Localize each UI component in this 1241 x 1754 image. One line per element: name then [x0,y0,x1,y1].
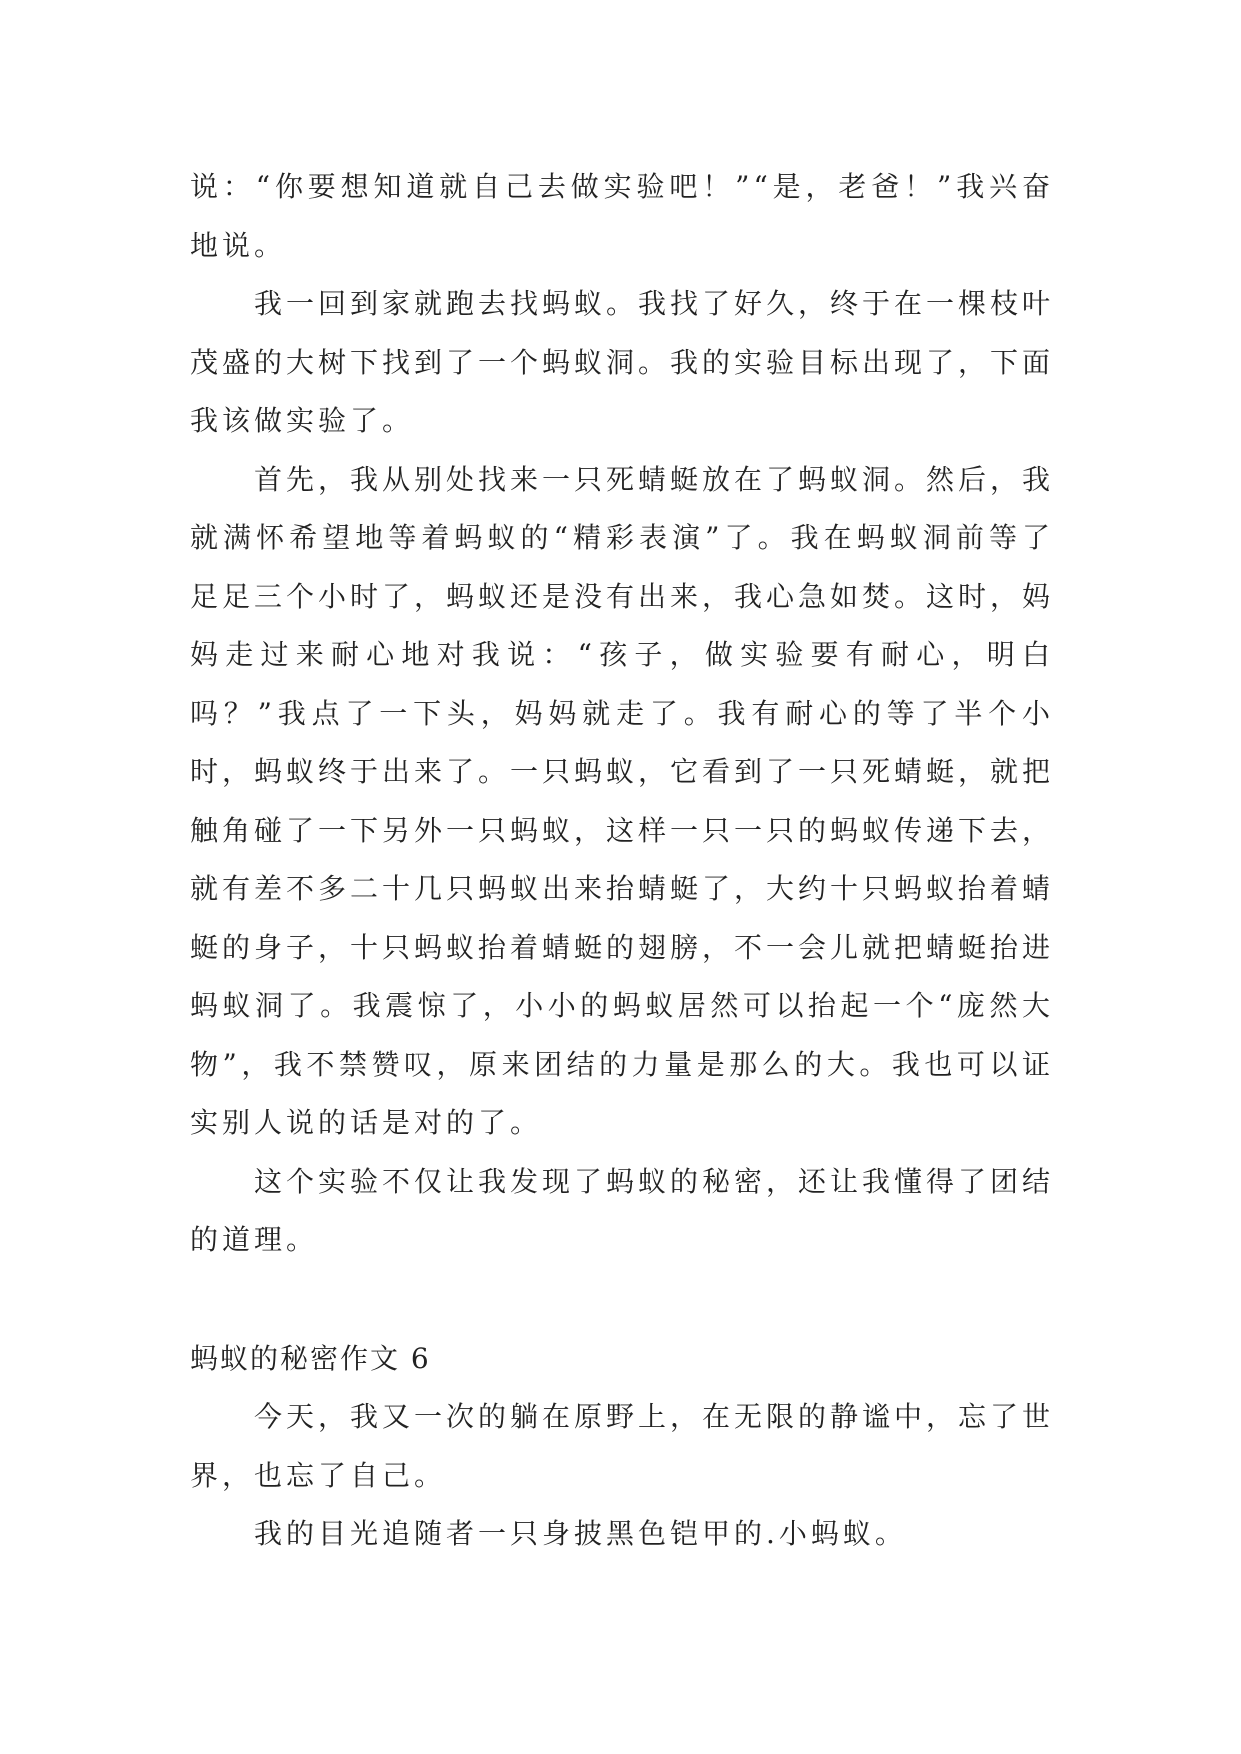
paragraph-6: 我的目光追随者一只身披黑色铠甲的.小蚂蚁。 [254,1517,907,1550]
paragraph-2: 我一回到家就跑去找蚂蚁。我找了好久，终于在一棵枝叶茂盛的大树下找到了一个蚂蚁洞。我的实验目标出现了，下面我该做实验了。 [190,287,1055,437]
paragraph-1: 说：“你要想知道就自己去做实验吧！”“是，老爸！”我兴奋地说。 [190,170,1054,262]
paragraph-3: 首先，我从别处找来一只死蜻蜓放在了蚂蚁洞。然后，我就满怀希望地等着蚂蚁的“精彩表演”了。我在蚂蚁洞前等了足足三个小时了，蚂蚁还是没有出来，我心急如焚。这时，妈妈走过来耐心地对我说：“孩子，做实验要有耐心，明白吗？”我点了一下头，妈妈就走了。我有耐心的等了半个小时，蚂蚁终于出来了。一只蚂蚁，它看到了一只死蜻蜓，就把触角碰了一下另外一只蚂蚁，这样一只一只的蚂蚁传递下去，就有差不多二十几只蚂蚁出来抬蜻蜓了，大约十只蚂蚁抬着蜻蜓的身子，十只蚂蚁抬着蜻蜓的翅膀，不一会儿就把蜻蜓抬进蚂蚁洞了。我震惊了，小小的蚂蚁居然可以抬起一个“庞然大物”，我不禁赞叹，原来团结的力量是那么的大。我也可以证实别人说的话是对的了。 [190,462,1055,1139]
paragraph-4: 这个实验不仅让我发现了蚂蚁的秘密，还让我懂得了团结的道理。 [190,1164,1055,1256]
paragraph-5: 今天，我又一次的躺在原野上，在无限的静谧中，忘了世界，也忘了自己。 [190,1400,1055,1492]
section-heading: 蚂蚁的秘密作文 6 [190,1341,431,1375]
document-page [190,158,1054,1564]
